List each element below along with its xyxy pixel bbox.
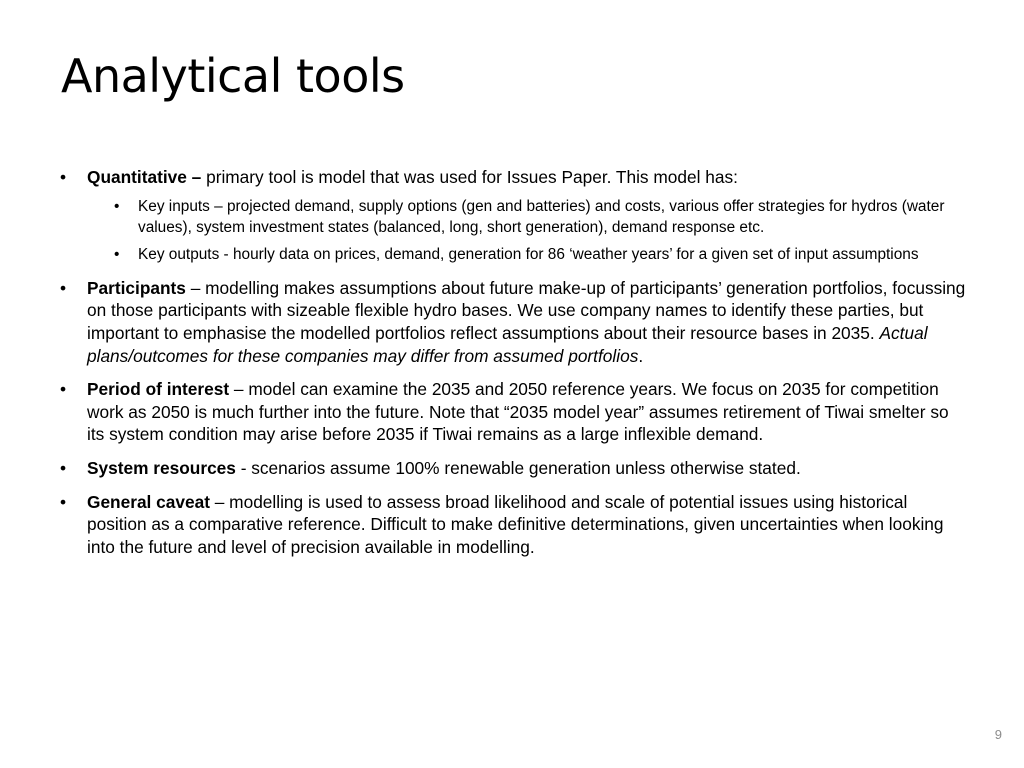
slide-content: [60, 166, 970, 569]
slide-title: Analytical tools: [61, 49, 405, 103]
bullet-text: – modelling is used to assess broad likelihood and scale of potential issues using historical position as a comparative reference. Difficult to make definitive determinations, given uncertainties when looking into the future and level of precision available in modelling.: [87, 491, 944, 557]
bullet-quantitative: [60, 166, 970, 266]
bullet-system-resources: [60, 457, 970, 480]
sub-bullet-key-outputs: • Key outputs - hourly data on prices, demand, generation for 86 ‘weather years’ for a given set of input assumptions: [114, 244, 970, 265]
page-number: 9: [994, 727, 1002, 742]
bullet-label: General caveat: [87, 491, 210, 512]
sub-bullet-key-inputs: • Key inputs – projected demand, supply options (gen and batteries) and costs, various offer strategies for hydros (water values), system investment states (balanced, long, short generation), demand response etc.: [114, 196, 970, 239]
bullet-participants: [60, 277, 970, 367]
bullet-list: [60, 166, 970, 558]
bullet-text: primary tool is model that was used for Issues Paper. This model has:: [201, 167, 738, 187]
bullet-label: Period of interest: [87, 379, 230, 400]
bullet-italic-note: Actual plans/outcomes for these companies may differ from assumed portfolios: [87, 323, 928, 366]
bullet-general-caveat: [60, 491, 970, 559]
bullet-tail: .: [638, 345, 644, 366]
bullet-text: – model can examine the 2035 and 2050 reference years. We focus on 2035 for competition work as 2050 is much further into the future. Note that “2035 model year” assumes retirement of Tiwai smelter so its system condition may arise before 2035 if Tiwai remains as a large inflexible demand.: [87, 379, 949, 445]
bullet-label: Quantitative –: [87, 167, 202, 187]
bullet-period-of-interest: [60, 378, 970, 446]
sub-bullet-list: [87, 196, 970, 266]
bullet-text: - scenarios assume 100% renewable generation unless otherwise stated.: [235, 457, 801, 478]
bullet-label: Participants: [87, 277, 186, 298]
bullet-text: – modelling makes assumptions about future make-up of participants’ generation portfolios, focussing on those participants with sizeable flexible hydro bases. We use company names to identify these parties, but important to emphasise the modelled portfolios reflect assumptions about their resource bases in 2035.: [87, 277, 966, 343]
bullet-label: System resources: [87, 457, 236, 478]
